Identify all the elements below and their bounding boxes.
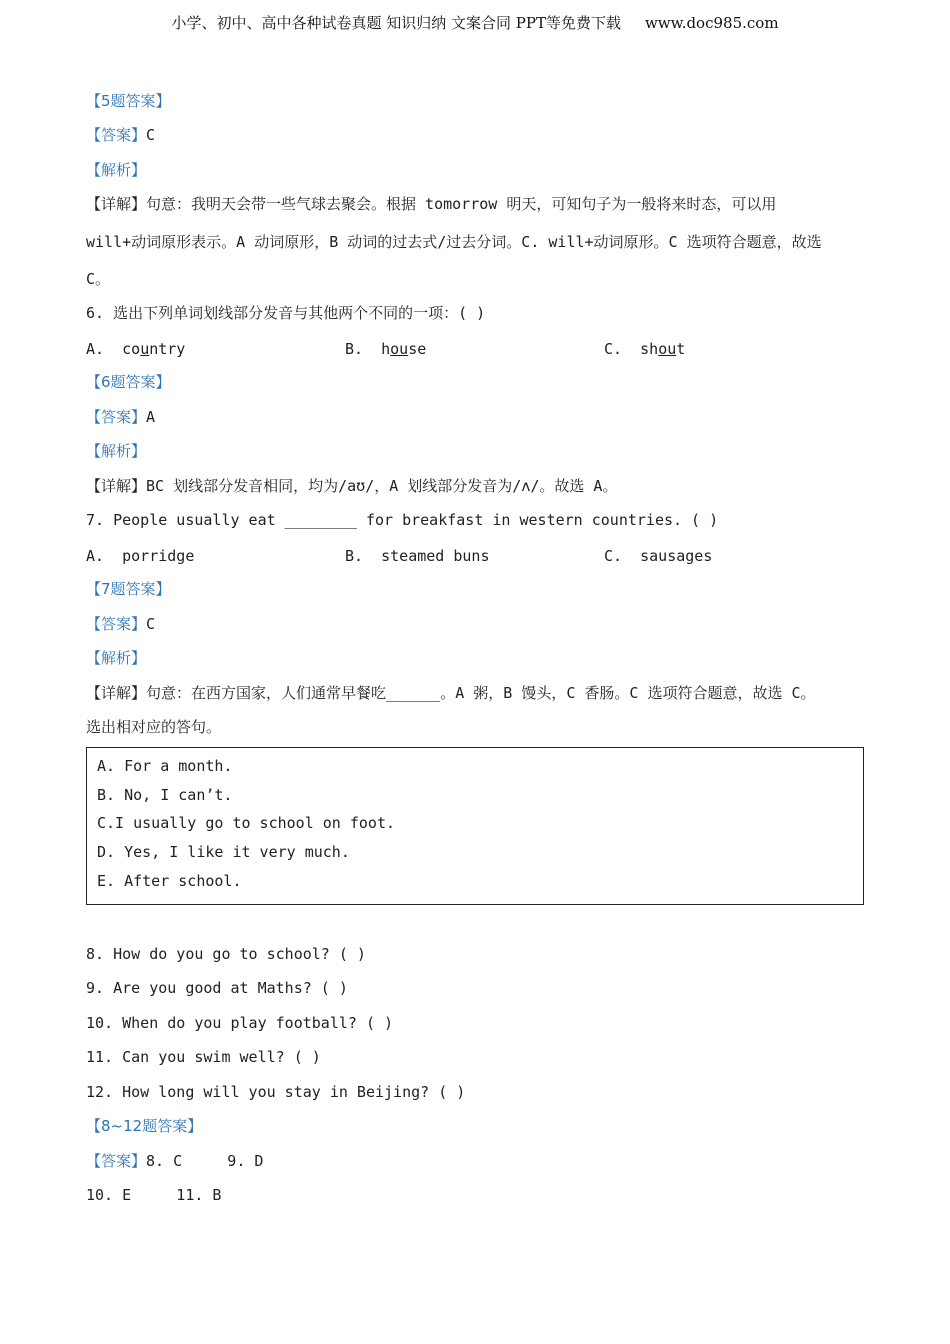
q6-detail-text: BC 划线部分发音相同，均为/aʊ/，A 划线部分发音为/ʌ/。故选 A。 bbox=[146, 477, 618, 495]
matching-answer-label: 【答案】 bbox=[86, 1152, 147, 1170]
q7-option-c-label: C. bbox=[604, 547, 623, 565]
question-9: 9. Are you good at Maths? ( ) bbox=[86, 979, 348, 997]
q6-option-b-pre: h bbox=[381, 340, 391, 358]
q6-answer bbox=[86, 407, 155, 427]
q6-option-b-underlined: ou bbox=[390, 340, 409, 358]
q7-answer-value: C bbox=[146, 615, 156, 633]
matching-choice-b: B. No, I can’t. bbox=[97, 786, 233, 804]
q6-option-a-label: A. bbox=[86, 340, 105, 358]
q7-detail-label: 【详解】 bbox=[86, 684, 147, 702]
q7-option-c bbox=[604, 546, 712, 566]
q6-answer-value: A bbox=[146, 408, 156, 426]
q6-option-a bbox=[86, 339, 185, 359]
q6-option-c bbox=[604, 339, 685, 359]
matching-answer-heading: 【8~12题答案】 bbox=[86, 1117, 203, 1135]
q6-option-a-post: ntry bbox=[149, 340, 186, 358]
matching-answer-line2: 10. E 11. B bbox=[86, 1186, 222, 1204]
q7-option-c-text: sausages bbox=[640, 547, 713, 565]
q6-detail bbox=[86, 476, 617, 496]
q6-option-c-pre: sh bbox=[640, 340, 659, 358]
matching-choice-a: A. For a month. bbox=[97, 757, 233, 775]
q7-option-b-text: steamed buns bbox=[381, 547, 490, 565]
q7-answer-label: 【答案】 bbox=[86, 615, 147, 633]
q7-option-b-label: B. bbox=[345, 547, 364, 565]
q6-detail-label: 【详解】 bbox=[86, 477, 147, 495]
q7-analysis-heading: 【解析】 bbox=[86, 649, 147, 667]
q5-answer-value: C bbox=[146, 126, 156, 144]
q7-answer-heading: 【7题答案】 bbox=[86, 580, 171, 598]
header-site-link[interactable]: www.doc985.com bbox=[644, 14, 779, 32]
q6-option-a-underlined: u bbox=[140, 340, 150, 358]
question-11: 11. Can you swim well? ( ) bbox=[86, 1048, 321, 1066]
q7-detail bbox=[86, 683, 816, 703]
matching-choices-box bbox=[86, 747, 864, 905]
question-10: 10. When do you play football? ( ) bbox=[86, 1014, 394, 1032]
q5-detail-line2: will+动词原形表示。A 动词原形，B 动词的过去式/过去分词。C. will+动词原形。C 选项符合题意，故选 bbox=[86, 233, 822, 251]
q6-option-b-post: se bbox=[408, 340, 427, 358]
q6-option-c-post: t bbox=[676, 340, 686, 358]
q6-option-c-label: C. bbox=[604, 340, 623, 358]
q7-stem: 7. People usually eat ________ for breakfast in western countries. ( ) bbox=[86, 511, 719, 529]
matching-answer-values1: 8. C 9. D bbox=[146, 1152, 264, 1170]
q6-option-a-pre: co bbox=[122, 340, 141, 358]
question-12: 12. How long will you stay in Beijing? ( ) bbox=[86, 1083, 466, 1101]
matching-answer-line1 bbox=[86, 1151, 263, 1171]
q5-detail-line1 bbox=[86, 194, 776, 214]
q5-detail-text1: 句意：我明天会带一些气球去聚会。根据 tomorrow 明天，可知句子为一般将来时态，可以用 bbox=[146, 195, 777, 213]
matching-choice-d: D. Yes, I like it very much. bbox=[97, 843, 350, 861]
matching-choice-e: E. After school. bbox=[97, 872, 242, 890]
q6-answer-label: 【答案】 bbox=[86, 408, 147, 426]
q5-detail-label: 【详解】 bbox=[86, 195, 147, 213]
q7-option-a-label: A. bbox=[86, 547, 105, 565]
question-8: 8. How do you go to school? ( ) bbox=[86, 945, 366, 963]
q5-answer bbox=[86, 125, 155, 145]
matching-choice-c: C.I usually go to school on foot. bbox=[97, 814, 396, 832]
q6-answer-heading: 【6题答案】 bbox=[86, 373, 171, 391]
q6-option-b-label: B. bbox=[345, 340, 364, 358]
q7-option-b bbox=[345, 546, 490, 566]
header-title: 小学、初中、高中各种试卷真题 知识归纳 文案合同 PPT等免费下载 bbox=[171, 14, 621, 32]
q7-option-a bbox=[86, 546, 194, 566]
q5-answer-label: 【答案】 bbox=[86, 126, 147, 144]
q5-detail-line3: C。 bbox=[86, 270, 111, 288]
q6-analysis-heading: 【解析】 bbox=[86, 442, 147, 460]
q5-answer-heading: 【5题答案】 bbox=[86, 92, 171, 110]
matching-instruction: 选出相对应的答句。 bbox=[86, 718, 222, 736]
q6-option-c-underlined: ou bbox=[658, 340, 677, 358]
q7-detail-text: 句意：在西方国家，人们通常早餐吃______。A 粥，B 馒头，C 香肠。C 选项符合题意，故选 C。 bbox=[146, 684, 816, 702]
q6-option-b bbox=[345, 339, 426, 359]
q7-option-a-text: porridge bbox=[122, 547, 195, 565]
q5-analysis-heading: 【解析】 bbox=[86, 161, 147, 179]
q6-stem: 6. 选出下列单词划线部分发音与其他两个不同的一项：( ) bbox=[86, 304, 486, 322]
q7-answer bbox=[86, 614, 155, 634]
page-header bbox=[0, 12, 950, 33]
